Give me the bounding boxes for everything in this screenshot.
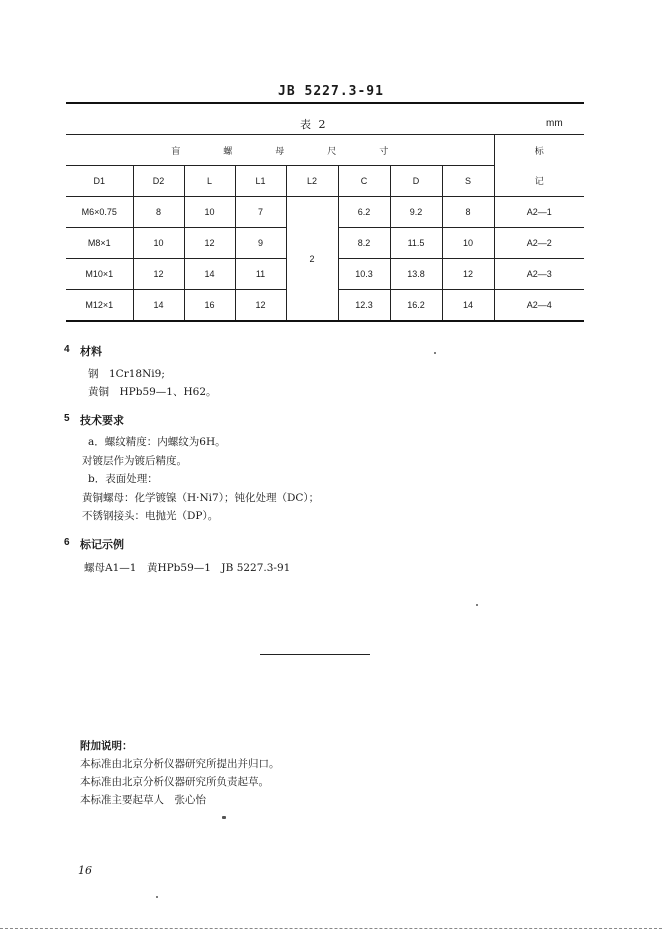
group-title-char: 盲	[171, 145, 181, 156]
cell-s: 12	[442, 259, 494, 290]
standard-number: JB 5227.3-91	[278, 84, 384, 99]
column-header: D2	[133, 166, 184, 197]
cell-mark: A2—3	[494, 259, 584, 290]
group-title-char: 寸	[379, 145, 389, 156]
page-edge-rule	[0, 928, 662, 929]
table-group-title	[66, 135, 494, 166]
cell-l1: 7	[235, 197, 286, 228]
cell-s: 14	[442, 290, 494, 322]
column-header: L	[184, 166, 235, 197]
section-number: 4	[64, 344, 70, 355]
cell-d: 16.2	[390, 290, 442, 322]
column-header: S	[442, 166, 494, 197]
cell-s: 10	[442, 228, 494, 259]
mark-header-top: 标	[494, 135, 584, 166]
cell-mark: A2—2	[494, 228, 584, 259]
cell-d: 11.5	[390, 228, 442, 259]
cell-l: 14	[184, 259, 235, 290]
table-title: 表 2	[300, 118, 328, 131]
cell-c: 6.2	[338, 197, 390, 228]
materials-line: 黄铜 HPb59—1、H62。	[88, 386, 217, 398]
notes-line: 本标准由北京分析仪器研究所提出并归口。	[80, 758, 280, 770]
section-title-marking: 标记示例	[80, 538, 124, 551]
technical-line: 对镀层作为镀后精度。	[82, 455, 187, 467]
cell-c: 10.3	[338, 259, 390, 290]
cell-d2: 12	[133, 259, 184, 290]
cell-c: 8.2	[338, 228, 390, 259]
notes-title: 附加说明：	[80, 740, 133, 752]
section-title-technical: 技术要求	[80, 414, 124, 427]
cell-mark: A2—4	[494, 290, 584, 322]
dimension-table	[66, 134, 584, 322]
cell-l: 10	[184, 197, 235, 228]
technical-line: 黄铜螺母：化学镀镍（H·Ni7）；钝化处理（DC）；	[82, 492, 320, 504]
cell-d2: 14	[133, 290, 184, 322]
table-row	[66, 197, 584, 228]
cell-l: 16	[184, 290, 235, 322]
column-header: L1	[235, 166, 286, 197]
technical-line: b．表面处理：	[88, 473, 158, 485]
cell-mark: A2—1	[494, 197, 584, 228]
marking-line: 螺母A1—1 黄HPb59—1 JB 5227.3-91	[84, 562, 291, 574]
column-header: D	[390, 166, 442, 197]
cell-l1: 9	[235, 228, 286, 259]
table-unit: mm	[546, 118, 563, 129]
cell-l1: 11	[235, 259, 286, 290]
cell-d1: M12×1	[66, 290, 133, 322]
section-number: 6	[64, 537, 70, 548]
group-title-char: 螺	[223, 145, 233, 156]
technical-line: a．螺纹精度：内螺纹为6H。	[88, 436, 226, 448]
materials-line: 钢 1Cr18Ni9;	[88, 368, 165, 380]
mark-header-bottom: 记	[494, 166, 584, 197]
section-number: 5	[64, 413, 70, 424]
header-rule	[66, 102, 584, 104]
cell-d: 13.8	[390, 259, 442, 290]
cell-l1: 12	[235, 290, 286, 322]
notes-line: 本标准由北京分析仪器研究所负责起草。	[80, 776, 269, 788]
cell-s: 8	[442, 197, 494, 228]
scan-speck	[434, 352, 436, 354]
end-rule	[260, 654, 370, 655]
page-number: 16	[78, 864, 92, 877]
cell-c: 12.3	[338, 290, 390, 322]
group-title-char: 尺	[327, 145, 337, 156]
column-header: L2	[286, 166, 338, 197]
cell-d1: M8×1	[66, 228, 133, 259]
scan-speck	[156, 896, 158, 898]
scan-speck	[222, 816, 226, 819]
cell-d1: M10×1	[66, 259, 133, 290]
scan-speck	[476, 604, 478, 606]
cell-d2: 8	[133, 197, 184, 228]
cell-l: 12	[184, 228, 235, 259]
group-title-char: 母	[275, 145, 285, 156]
cell-d: 9.2	[390, 197, 442, 228]
cell-l2-merged: 2	[286, 197, 338, 322]
cell-d1: M6×0.75	[66, 197, 133, 228]
technical-line: 不锈钢接头：电抛光（DP）。	[82, 510, 219, 522]
section-title-materials: 材料	[80, 345, 102, 358]
notes-line: 本标准主要起草人 张心怡	[80, 794, 206, 806]
cell-d2: 10	[133, 228, 184, 259]
column-header: D1	[66, 166, 133, 197]
column-header: C	[338, 166, 390, 197]
